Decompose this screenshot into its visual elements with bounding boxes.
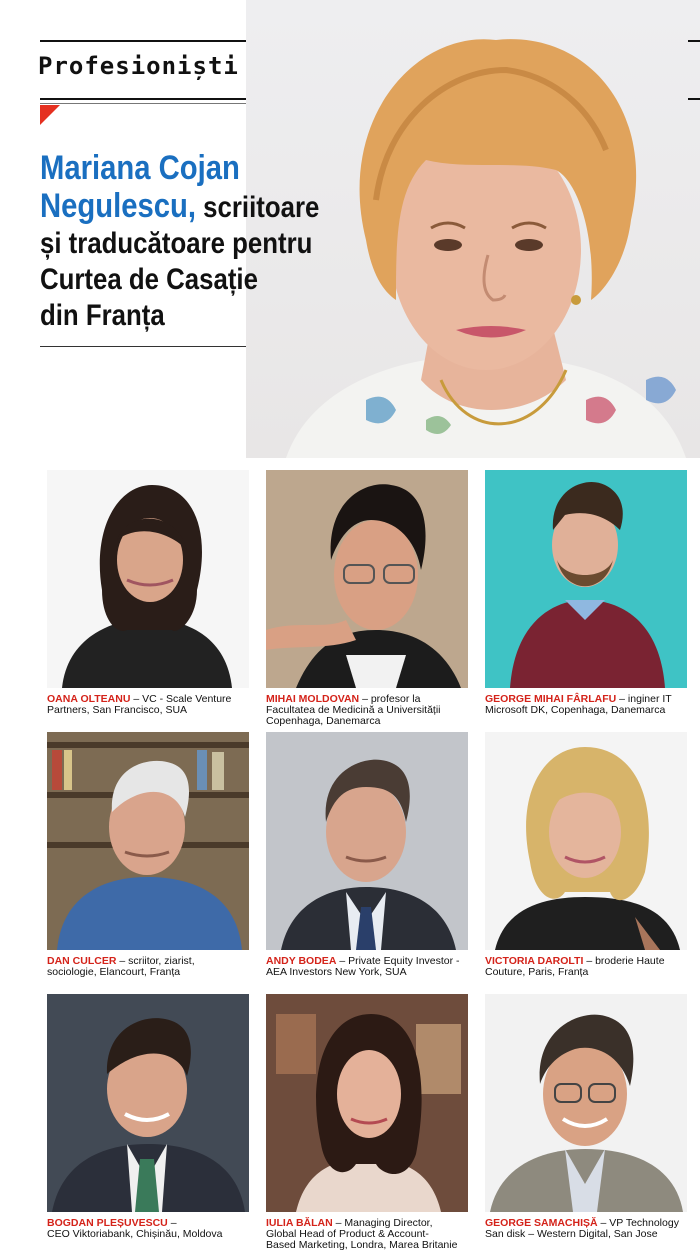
person-photo xyxy=(485,470,687,688)
person-desc-1: – xyxy=(170,1217,177,1229)
person-name: BOGDAN PLEȘUVESCU xyxy=(47,1217,168,1229)
headline-role-line4: din Franța xyxy=(40,299,165,332)
person-desc-2: San disk – Western Digital, San Jose xyxy=(485,1228,658,1240)
headline-rule xyxy=(40,346,246,347)
person-name: DAN CULCER xyxy=(47,955,117,967)
person-desc-1: – VP Technology xyxy=(600,1217,679,1229)
person-desc-1: – broderie Haute xyxy=(586,955,665,967)
section-rule-bottom-thin xyxy=(40,103,246,104)
section-title: Profesioniști xyxy=(38,52,239,80)
person-name: ANDY BODEA xyxy=(266,955,337,967)
section-rule-right xyxy=(688,40,700,42)
person-photo xyxy=(47,732,249,950)
person-desc-2: CEO Viktoriabank, Chișinău, Moldova xyxy=(47,1228,223,1240)
headline-name-line1: Mariana Cojan xyxy=(40,149,240,187)
person-name: OANA OLTEANU xyxy=(47,693,131,705)
person-photo xyxy=(266,732,468,950)
person-desc-1: – profesor la xyxy=(362,693,421,705)
person-name: GEORGE SAMACHIȘĂ xyxy=(485,1217,598,1229)
person-name: VICTORIA DAROLTI xyxy=(485,955,584,967)
person-desc-2: Global Head of Product & Account- xyxy=(266,1228,429,1240)
person-desc-1: – Private Equity Investor - xyxy=(339,955,460,967)
person-desc-2: Couture, Paris, Franța xyxy=(485,966,589,978)
person-caption xyxy=(485,694,695,716)
person-caption xyxy=(47,694,257,716)
person-photo xyxy=(485,994,687,1212)
section-rule-bottom xyxy=(40,98,246,100)
person-desc-1: – scriitor, ziarist, xyxy=(119,955,195,967)
person-caption xyxy=(266,694,476,727)
person-name: MIHAI MOLDOVAN xyxy=(266,693,360,705)
person-desc-1: – inginer IT xyxy=(619,693,672,705)
person-desc-2: Facultatea de Medicină a Universității xyxy=(266,704,441,716)
section-rule-top xyxy=(40,40,246,42)
person-photo xyxy=(485,732,687,950)
person-desc-2: AEA Investors New York, SUA xyxy=(266,966,407,978)
person-desc-1: – Managing Director, xyxy=(335,1217,433,1229)
person-name: GEORGE MIHAI FÂRLAFU xyxy=(485,693,617,705)
person-caption xyxy=(47,956,257,978)
person-caption xyxy=(266,1218,476,1251)
corner-marker xyxy=(40,105,60,125)
person-photo xyxy=(266,470,468,688)
person-photo xyxy=(47,994,249,1212)
person-caption xyxy=(485,956,695,978)
headline xyxy=(40,150,324,334)
person-desc-2: Partners, San Francisco, SUA xyxy=(47,704,188,716)
person-desc-3: Based Marketing, Londra, Marea Britanie xyxy=(266,1239,458,1251)
person-name: IULIA BĂLAN xyxy=(266,1217,333,1229)
person-caption xyxy=(47,1218,257,1240)
person-desc-2: Microsoft DK, Copenhaga, Danemarca xyxy=(485,704,666,716)
person-desc-3: Copenhaga, Danemarca xyxy=(266,715,381,727)
headline-role-line3: Curtea de Casație xyxy=(40,263,258,296)
person-photo xyxy=(266,994,468,1212)
person-caption xyxy=(485,1218,695,1240)
person-desc-2: sociologie, Elancourt, Franța xyxy=(47,966,181,978)
person-desc-1: – VC - Scale Venture xyxy=(133,693,232,705)
headline-name-line2: Negulescu, xyxy=(40,187,196,225)
person-photo xyxy=(47,470,249,688)
headline-role-line2: și traducătoare pentru xyxy=(40,227,313,260)
person-caption xyxy=(266,956,476,978)
section-rule-right-bottom xyxy=(688,98,700,100)
headline-role-line1: scriitoare xyxy=(203,191,320,224)
